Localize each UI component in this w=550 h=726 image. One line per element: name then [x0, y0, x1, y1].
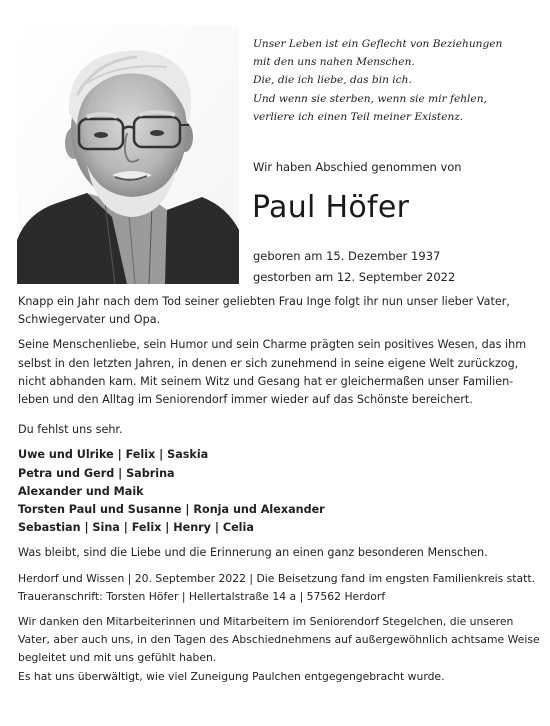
poem-line: verliere ich einen Teil meiner Existenz. [253, 110, 464, 123]
poem-line: Und wenn sie sterben, wenn sie mir fehlen, [253, 92, 487, 105]
paragraph-line: Seine Menschenliebe, sein Humor und sein Charme prägten sein positives Wesen, das ihm [18, 338, 527, 352]
obituary-body [18, 293, 540, 686]
poem-line: Die, die ich liebe, das bin ich. [253, 74, 412, 87]
portrait-illustration [17, 25, 239, 284]
poem-line: mit den uns nahen Menschen. [253, 56, 415, 69]
family-line: Alexander und Maik [18, 484, 144, 498]
family-line: Sebastian | Sina | Felix | Henry | Celia [18, 521, 254, 535]
address-line: Traueranschrift: Torsten Höfer | Hellertalstraße 14 a | 57562 Herdorf [18, 589, 386, 603]
birth-date: geboren am 15. Dezember 1937 [253, 249, 441, 263]
thanks-line: Vater, aber auch uns, in den Tagen des Abschiednehmens auf außergewöhnlich achtsame Weise [18, 633, 540, 647]
poem-line: Unser Leben ist ein Geflecht von Beziehungen [253, 38, 503, 50]
family-line: Petra und Gerd | Sabrina [18, 466, 175, 480]
family-line: Uwe und Ulrike | Felix | Saskia [18, 448, 209, 462]
miss-line: Du fehlst uns sehr. [18, 423, 123, 437]
paragraph-line: Knapp ein Jahr nach dem Tod seiner geliebten Frau Inge folgt ihr nun unser lieber Vater, [18, 295, 510, 308]
death-date: gestorben am 12. September 2022 [253, 270, 456, 284]
farewell-intro: Wir haben Abschied genommen von [253, 160, 462, 174]
paragraph-line: nicht abhanden kam. Mit seinem Witz und Gesang hat er gleichermaßen unser Familien- [18, 374, 514, 388]
poem [253, 35, 533, 126]
deceased-name: Paul Höfer [252, 190, 410, 225]
portrait-photo [17, 25, 239, 284]
paragraph-line: Schwiegervater und Opa. [18, 313, 161, 327]
closing-line: Was bleibt, sind die Liebe und die Erinnerung an einen ganz besonderen Menschen. [18, 546, 488, 560]
family-line: Torsten Paul und Susanne | Ronja und Alexander [18, 503, 325, 517]
place-date-line: Herdorf und Wissen | 20. September 2022 | Die Beisetzung fand im engsten Familienkreis statt. [18, 571, 536, 585]
thanks-line: Es hat uns überwältigt, wie viel Zuneigung Paulchen entgegengebracht wurde. [18, 669, 445, 683]
thanks-line: Wir danken den Mitarbeiterinnen und Mitarbeitern im Seniorendorf Stegelchen, die unseren [18, 615, 514, 629]
thanks-line: begleitet und mit uns gefühlt haben. [18, 651, 217, 665]
life-dates [253, 246, 455, 288]
paragraph-line: selbst in den letzten Jahren, in denen er sich zunehmend in seine eigene Welt zurückzog, [18, 356, 519, 370]
paragraph-line: leben und den Alltag im Seniorendorf immer wieder auf das Schönste bereichert. [18, 393, 473, 407]
